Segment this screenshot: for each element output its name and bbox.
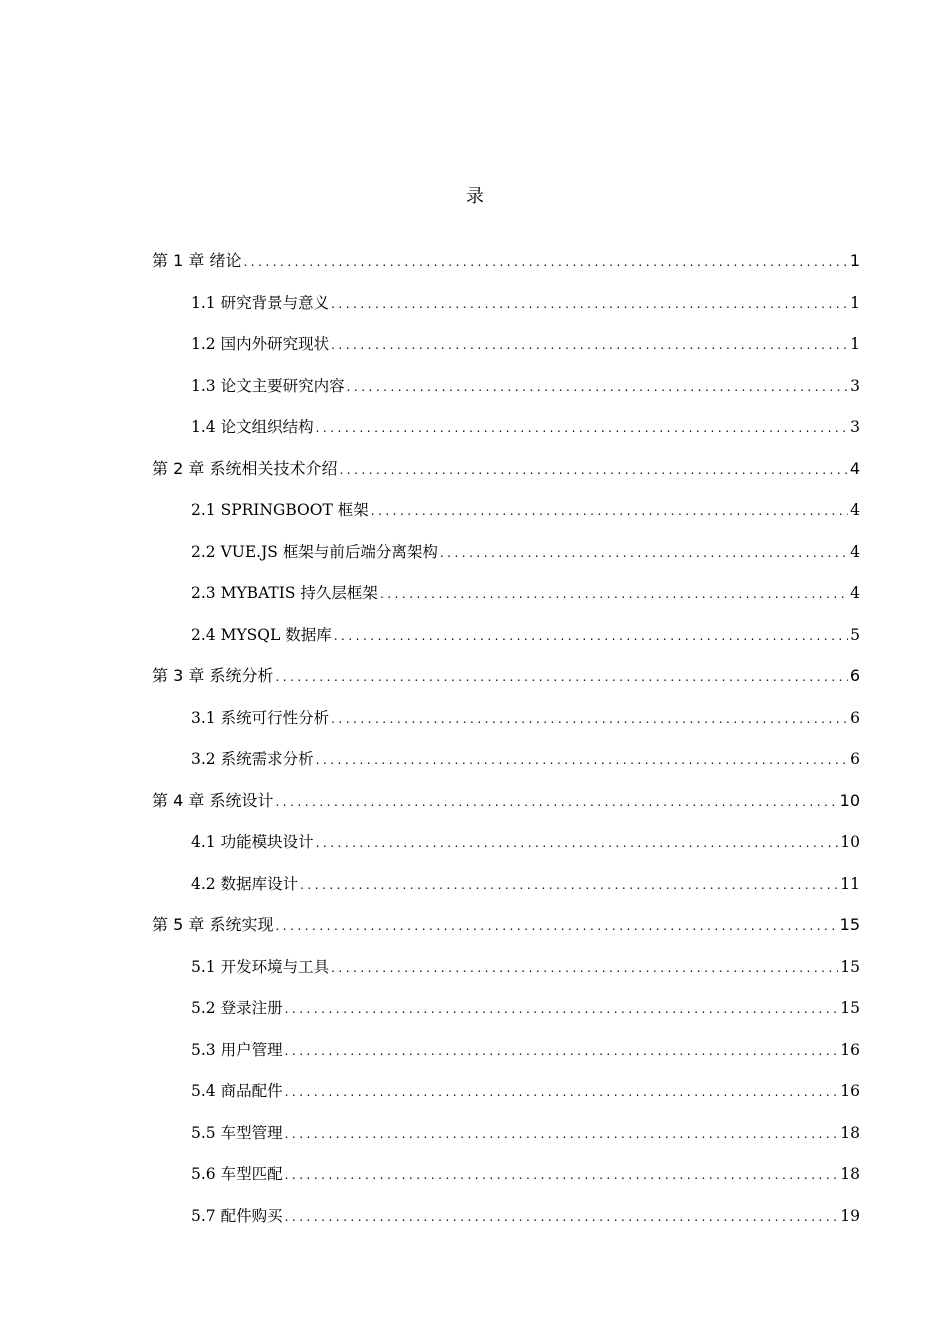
toc-page-number: 19 [840, 1206, 860, 1225]
toc-entry-label: 5.1 开发环境与工具 [191, 957, 330, 976]
toc-leader-dots [285, 1119, 839, 1148]
toc-page-number: 18 [840, 1165, 860, 1183]
toc-page-number: 4 [850, 501, 860, 519]
toc-leader-dots [316, 745, 849, 774]
toc-section-entry[interactable] [191, 952, 860, 982]
toc-section-entry[interactable] [191, 412, 860, 442]
toc-section-entry[interactable] [191, 744, 860, 774]
toc-entry-label: 2.1 SPRINGBOOT 框架 [191, 501, 369, 519]
toc-section-entry[interactable] [191, 1201, 860, 1231]
toc-page-number: 10 [840, 833, 860, 851]
toc-entry-label: 1.2 国内外研究现状 [191, 335, 330, 353]
toc-entry-label: 第 3 章 系统分析 [152, 666, 274, 685]
toc-section-entry[interactable] [191, 993, 860, 1023]
toc-section-entry[interactable] [191, 1159, 860, 1189]
toc-leader-dots [331, 704, 848, 733]
toc-leader-dots [285, 1202, 839, 1231]
toc-page-number: 1 [849, 251, 860, 270]
toc-title: 录 [466, 186, 484, 207]
toc-leader-dots [285, 1160, 839, 1189]
toc-leader-dots [316, 828, 839, 857]
toc-chapter-entry[interactable] [152, 246, 860, 276]
toc-page-number: 3 [850, 376, 860, 395]
toc-entry-label: 5.6 车型匹配 [191, 1165, 283, 1183]
toc-leader-dots [380, 579, 848, 608]
toc-page-number: 4 [850, 542, 860, 561]
toc-entry-label: 第 4 章 系统设计 [152, 790, 274, 810]
toc-page-number: 15 [840, 957, 860, 976]
toc-section-entry[interactable] [191, 495, 860, 525]
toc-page-number: 3 [850, 418, 860, 436]
toc-leader-dots [275, 787, 837, 816]
toc-page-number: 10 [839, 790, 860, 810]
toc-entry-label: 1.4 论文组织结构 [191, 418, 314, 436]
toc-page-number: 1 [850, 335, 860, 353]
toc-page-number: 4 [850, 584, 860, 602]
toc-section-entry[interactable] [191, 827, 860, 857]
toc-entry-label: 2.2 VUE.JS 框架与前后端分离架构 [191, 542, 438, 561]
toc-leader-dots [285, 1036, 839, 1065]
toc-page-number: 11 [840, 874, 860, 893]
toc-section-entry[interactable] [191, 1118, 860, 1148]
toc-page-number: 15 [839, 915, 860, 934]
toc-section-entry[interactable] [191, 371, 860, 401]
toc-leader-dots [347, 372, 849, 401]
toc-leader-dots [331, 289, 848, 318]
toc-page-number: 16 [840, 1040, 860, 1059]
toc-leader-dots [275, 662, 847, 691]
toc-page-number: 15 [840, 999, 860, 1017]
toc-leader-dots [285, 994, 839, 1023]
toc-entry-label: 5.2 登录注册 [191, 999, 283, 1017]
toc-leader-dots [339, 455, 847, 484]
toc-entry-label: 3.1 系统可行性分析 [191, 708, 330, 727]
toc-entry-label: 2.3 MYBATIS 持久层框架 [191, 584, 378, 602]
toc-page-number: 5 [850, 625, 860, 644]
toc-entry-label: 3.2 系统需求分析 [191, 750, 314, 768]
toc-leader-dots [440, 538, 848, 567]
toc-chapter-entry[interactable] [152, 661, 860, 691]
toc-page-number: 16 [840, 1082, 860, 1100]
toc-page-number: 18 [840, 1123, 860, 1142]
toc-section-entry[interactable] [191, 1076, 860, 1106]
toc-page-number: 1 [850, 293, 860, 312]
toc-chapter-entry[interactable] [152, 910, 860, 940]
toc-entry-label: 第 1 章 绪论 [152, 251, 242, 270]
toc-leader-dots [285, 1077, 839, 1106]
toc-page-number: 6 [849, 666, 860, 685]
toc-leader-dots [300, 870, 838, 899]
toc-section-entry[interactable] [191, 288, 860, 318]
toc-section-entry[interactable] [191, 869, 860, 899]
toc-leader-dots [334, 621, 848, 650]
toc-entry-label: 5.4 商品配件 [191, 1082, 283, 1100]
toc-section-entry[interactable] [191, 578, 860, 608]
toc-entry-label: 4.2 数据库设计 [191, 874, 299, 893]
toc-section-entry[interactable] [191, 1035, 860, 1065]
toc-entry-label: 4.1 功能模块设计 [191, 833, 314, 851]
toc-page-number: 6 [850, 708, 860, 727]
toc-leader-dots [331, 953, 838, 982]
toc-section-entry[interactable] [191, 537, 860, 567]
toc-section-entry[interactable] [191, 329, 860, 359]
toc-section-entry[interactable] [191, 620, 860, 650]
toc-entry-label: 第 5 章 系统实现 [152, 915, 274, 934]
toc-leader-dots [331, 330, 848, 359]
toc-page-number: 4 [849, 458, 860, 478]
toc-entry-label: 5.3 用户管理 [191, 1040, 283, 1059]
toc-chapter-entry[interactable] [152, 786, 860, 816]
toc-entry-label: 5.7 配件购买 [191, 1206, 283, 1225]
toc-leader-dots [243, 247, 847, 276]
toc-entry-label: 5.5 车型管理 [191, 1123, 283, 1142]
toc-entry-label: 1.1 研究背景与意义 [191, 293, 330, 312]
toc-entry-label: 2.4 MYSQL 数据库 [191, 625, 332, 644]
toc-chapter-entry[interactable] [152, 454, 860, 484]
toc-entry-label: 第 2 章 系统相关技术介绍 [152, 458, 338, 478]
toc-leader-dots [316, 413, 849, 442]
toc-entry-label: 1.3 论文主要研究内容 [191, 376, 345, 395]
toc-section-entry[interactable] [191, 703, 860, 733]
toc-page-number: 6 [850, 750, 860, 768]
toc-leader-dots [371, 496, 848, 525]
toc-leader-dots [275, 911, 837, 940]
